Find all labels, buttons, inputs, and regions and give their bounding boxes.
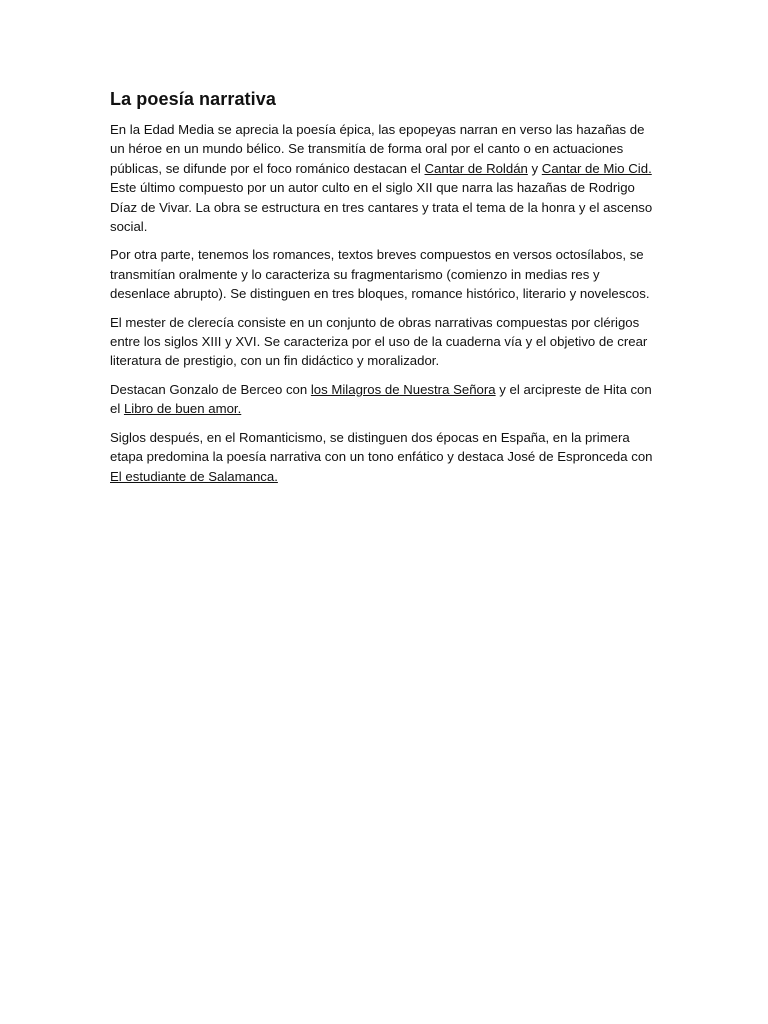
paragraph-text: Destacan Gonzalo de Berceo con [110, 381, 311, 397]
paragraph-text: Siglos después, en el Romanticismo, se distinguen dos épocas en España, en la primera etapa predomina la poesía narrativa con un tono enfático y destaca José de Espronceda con [110, 429, 653, 465]
title-libro-de-buen-amor: Libro de buen amor. [123, 401, 242, 417]
paragraph-berceo-hita [110, 380, 660, 419]
paragraph-romanticismo [110, 428, 660, 486]
paragraph-romances: Por otra parte, tenemos los romances, textos breves compuestos en versos octosílabos, se transmitían oralmente y lo caracteriza su fragmentarismo (comienzo in medias res y desenlace abrupto). Se distinguen en tres bloques, romance histórico, literario y novelescos. [110, 247, 650, 302]
paragraph-text: Este último compuesto por un autor culto en el siglo XII que narra las hazañas de Rodrigo Díaz de Vivar. La obra se estructura en tres cantares y trata el tema de la honra y el ascenso social. [110, 180, 653, 235]
document-page [110, 88, 660, 495]
paragraph-epic-poetry [110, 120, 660, 236]
title-milagros: los Milagros de Nuestra Señora [310, 381, 496, 397]
title-el-estudiante-de-salamanca: El estudiante de Salamanca. [110, 468, 278, 484]
document-title: La poesía narrativa [110, 89, 276, 109]
title-cantar-de-roldan: Cantar de Roldán [424, 160, 528, 176]
paragraph-text: y el arcipreste de Hita con el [110, 381, 652, 417]
title-cantar-de-mio-cid: Cantar de Mio Cid. [541, 160, 652, 176]
paragraph-text: En la Edad Media se aprecia la poesía épica, las epopeyas narran en verso las hazañas de un héroe en un mundo bélico. Se transmitía de forma oral por el canto o en actuaciones públicas, se difunde por el foco románico destacan el [110, 122, 645, 176]
paragraph-mester-de-clerecia: El mester de clerecía consiste en un conjunto de obras narrativas compuestas por clérigos entre los siglos XIII y XVI. Se caracteriza por el uso de la cuaderna vía y el objetivo de crear literatura de prestigio, con un fin didáctico y moralizador. [110, 314, 648, 369]
paragraph-text: y [527, 160, 542, 176]
